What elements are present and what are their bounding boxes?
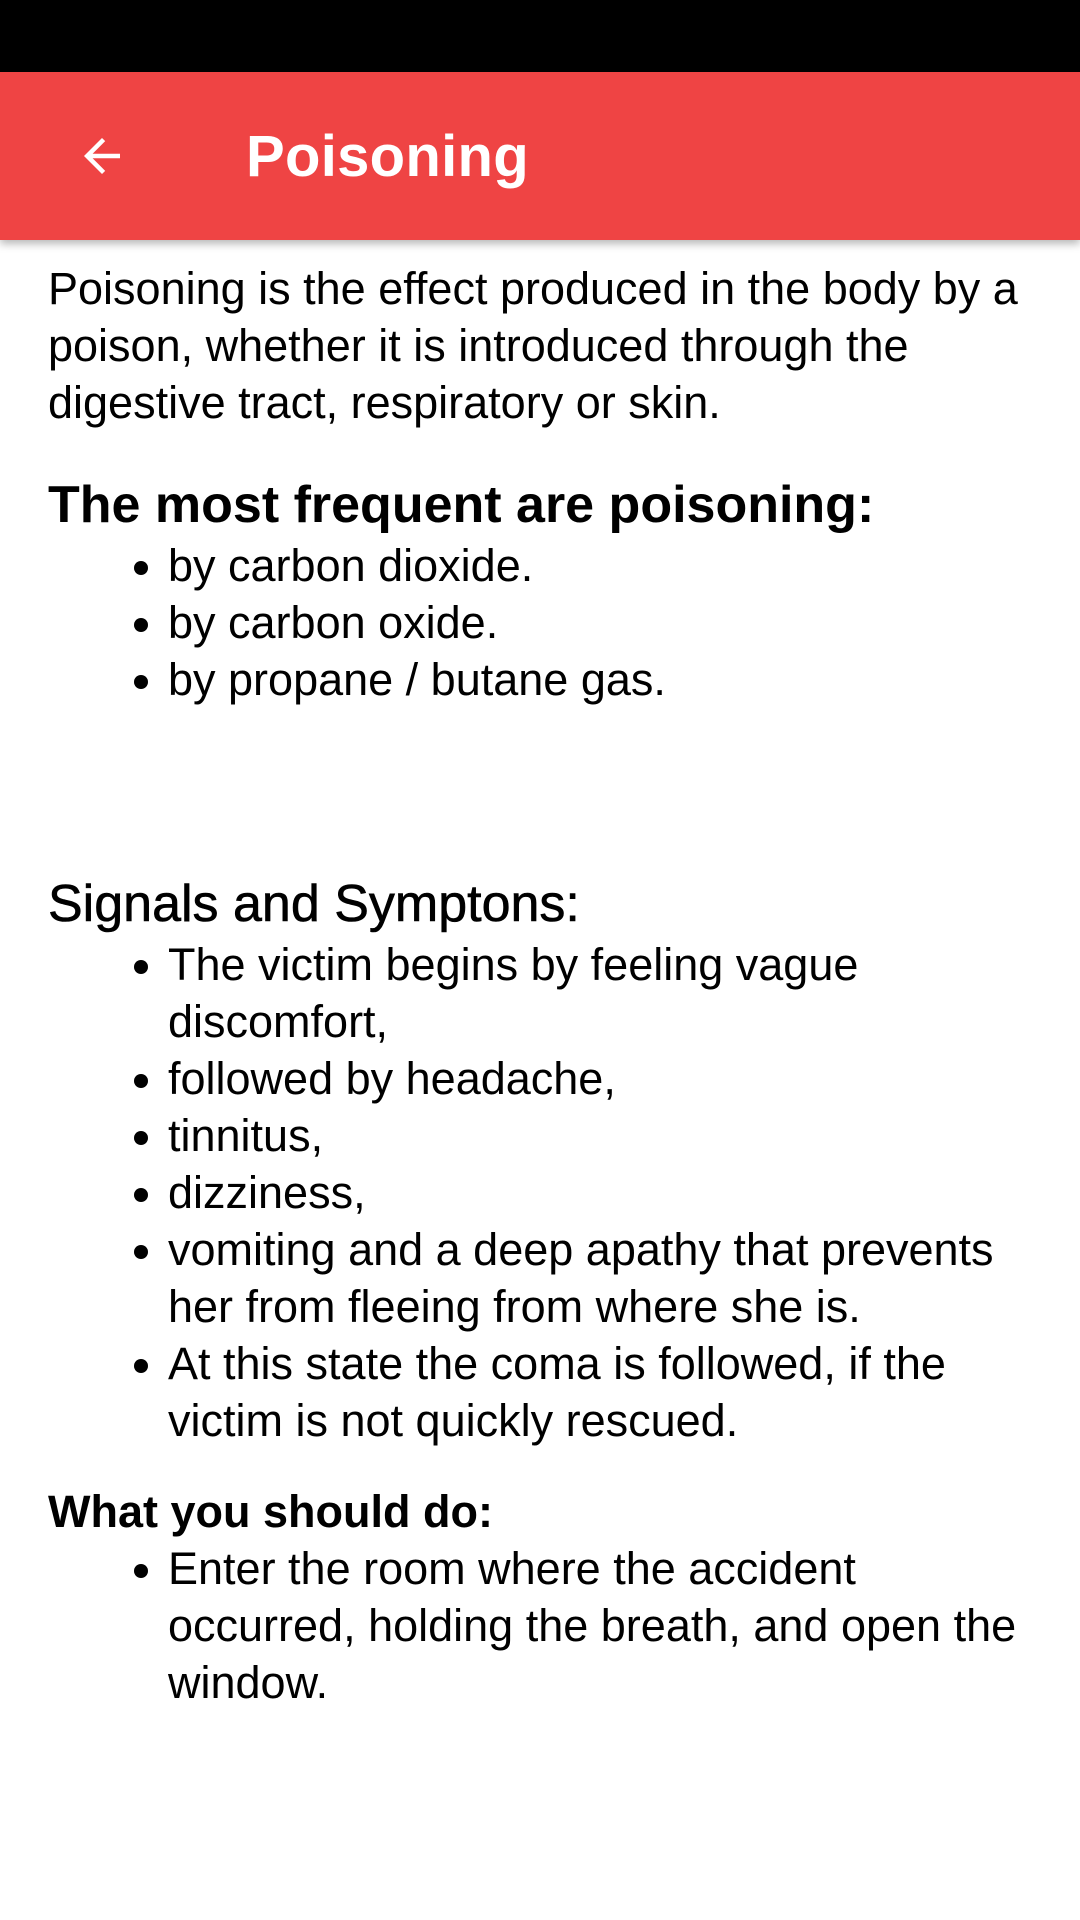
spacer	[48, 708, 1032, 872]
list-item: • The victim begins by feeling vague discomfort,	[168, 936, 1032, 1050]
list-item: • by propane / butane gas.	[168, 651, 1032, 708]
list-item: • by carbon dioxide.	[168, 537, 1032, 594]
section-heading-what-to-do: What you should do:	[48, 1486, 493, 1537]
arrow-back-icon	[75, 129, 129, 183]
list-item: • vomiting and a deep apathy that prevents her from fleeing from where she is.	[168, 1221, 1032, 1335]
frequent-poisoning-list	[48, 537, 1032, 708]
status-bar	[0, 0, 1080, 72]
list-item: • tinnitus,	[168, 1107, 1032, 1164]
symptoms-list	[48, 936, 1032, 1449]
what-to-do-list	[48, 1540, 1032, 1711]
list-item: • followed by headache,	[168, 1050, 1032, 1107]
list-item: • At this state the coma is followed, if the victim is not quickly rescued.	[168, 1335, 1032, 1449]
page-title: Poisoning	[246, 123, 530, 189]
section-heading-symptoms: Signals and Symptons:	[48, 875, 580, 933]
list-item: • dizziness,	[168, 1164, 1032, 1221]
list-item: • by carbon oxide.	[168, 594, 1032, 651]
app-bar	[0, 72, 1080, 240]
list-item: • Enter the room where the accident occurred, holding the breath, and open the window.	[168, 1540, 1032, 1711]
section-heading-frequent: The most frequent are poisoning:	[48, 476, 875, 534]
back-button[interactable]	[54, 108, 150, 204]
article-content	[0, 240, 1080, 1920]
intro-paragraph: Poisoning is the effect produced in the body by a poison, whether it is introduced through the digestive tract, respiratory or skin.	[48, 263, 1018, 428]
